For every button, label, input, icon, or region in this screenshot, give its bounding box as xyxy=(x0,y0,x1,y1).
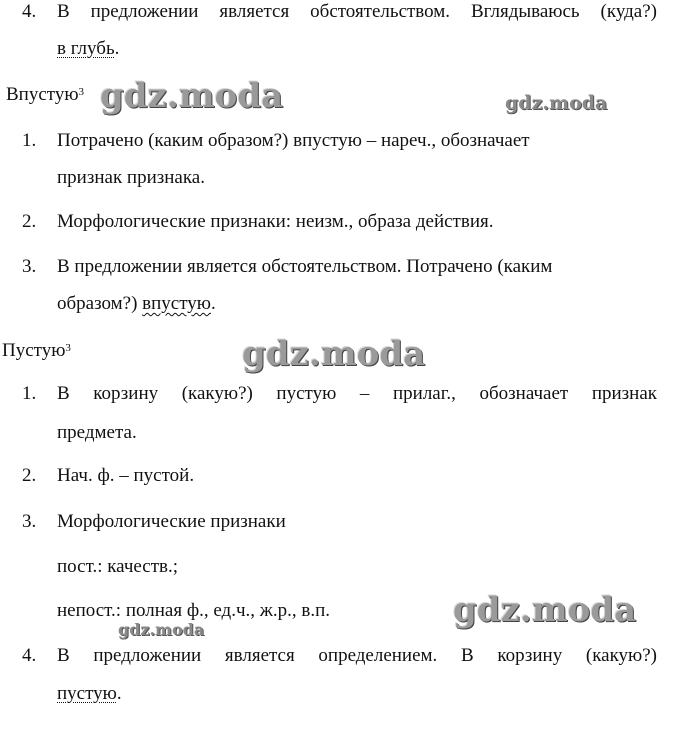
text: образом?) xyxy=(57,293,143,314)
underlined-word: впустую xyxy=(142,293,211,314)
watermark-logo: gdz.moda xyxy=(118,620,205,639)
watermark-logo: gdz.moda xyxy=(453,590,637,630)
punctuation: . xyxy=(211,293,216,314)
word-heading xyxy=(2,340,71,362)
list-number: 1. xyxy=(22,383,37,404)
paragraph-line: Нач. ф. – пустой. xyxy=(57,465,195,486)
paragraph-line: признак признака. xyxy=(57,167,205,188)
paragraph-line: Морфологические признаки xyxy=(57,511,286,532)
paragraph-line xyxy=(57,293,216,315)
paragraph-line: Морфологические признаки: неизм., образа действия. xyxy=(57,211,494,232)
word-heading xyxy=(6,84,84,106)
paragraph-line: В предложении является определением. В корзину (какую?) xyxy=(57,645,658,666)
paragraph-line: В предложении является обстоятельством. Вглядываюсь (куда?) xyxy=(57,1,657,22)
list-number: 2. xyxy=(22,465,37,486)
list-number: 1. xyxy=(22,130,37,151)
punctuation: . xyxy=(114,38,120,59)
paragraph-line xyxy=(57,38,119,60)
punctuation: . xyxy=(116,683,122,704)
heading-superscript: 3 xyxy=(65,342,71,354)
heading-superscript: 3 xyxy=(78,86,85,98)
underlined-word: пустую xyxy=(57,683,117,704)
list-number: 2. xyxy=(22,211,37,232)
paragraph-line: Потрачено (каким образом?) впустую – нареч., обозначает xyxy=(57,130,530,151)
list-number: 4. xyxy=(22,1,37,22)
paragraph-line: непост.: полная ф., ед.ч., ж.р., в.п. xyxy=(57,600,331,621)
underlined-word: в глубь xyxy=(57,38,115,59)
paragraph-line: предмета. xyxy=(57,422,137,443)
paragraph-line: В предложении является обстоятельством. Потрачено (каким xyxy=(57,256,553,277)
heading-text: Впустую xyxy=(6,84,79,105)
watermark-logo: gdz.moda xyxy=(100,76,284,116)
watermark-logo: gdz.moda xyxy=(505,92,608,114)
paragraph-line xyxy=(57,683,122,705)
heading-text: Пустую xyxy=(2,340,66,361)
list-number: 3. xyxy=(22,256,37,277)
paragraph-line: В корзину (какую?) пустую – прилаг., обозначает признак xyxy=(57,383,657,404)
list-number: 3. xyxy=(22,511,37,532)
watermark-logo: gdz.moda xyxy=(242,334,426,374)
list-number: 4. xyxy=(22,645,37,666)
paragraph-line: пост.: качеств.; xyxy=(57,556,179,577)
